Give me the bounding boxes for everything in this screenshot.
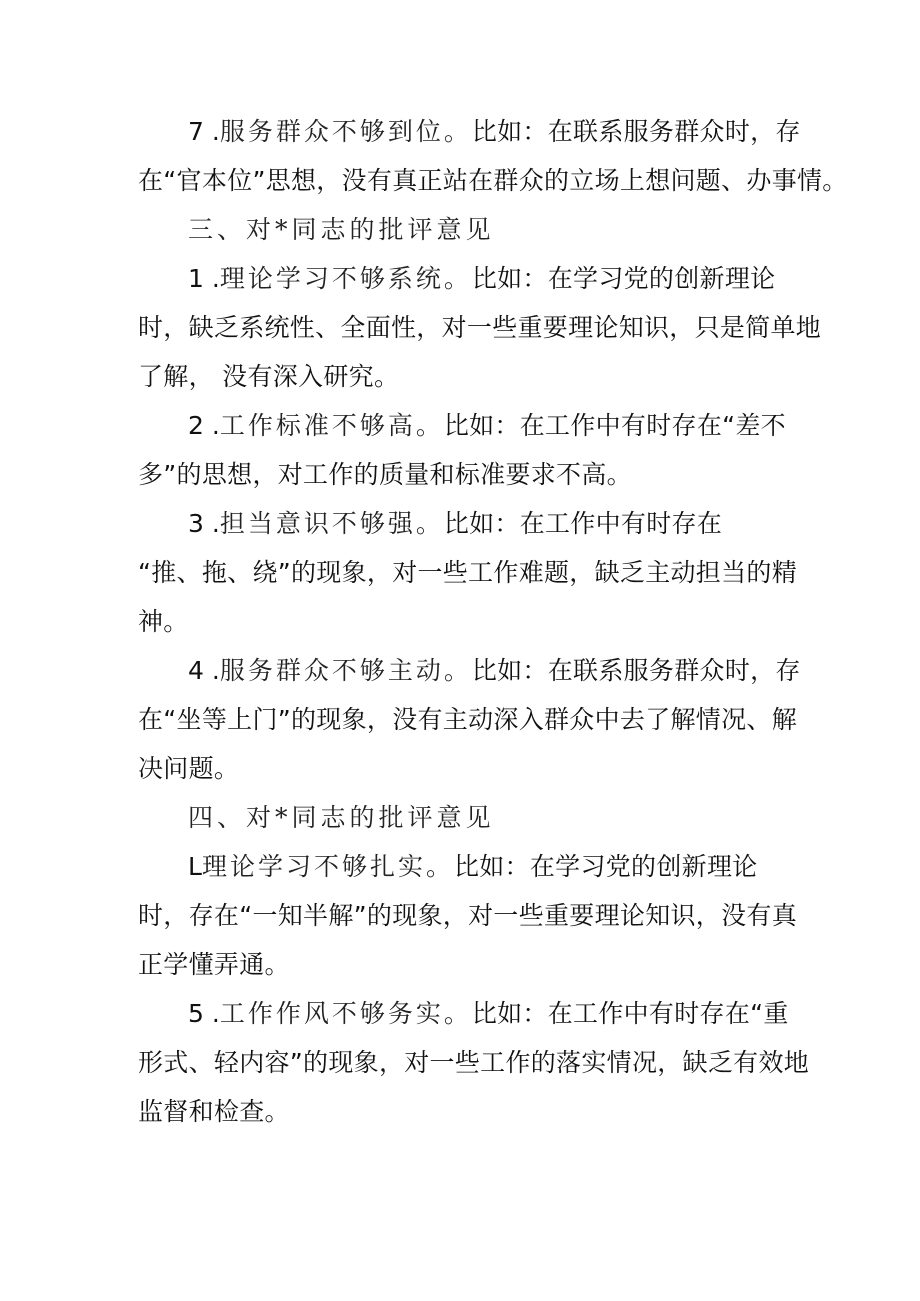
item-text-line: 决问题。 [138,754,240,783]
item-l-first-line [188,850,758,885]
item-number: 4 . [188,656,220,685]
item-title: 理论学习不够扎实。 [201,852,454,881]
item-text: 比如：在学习党的创新理论 [471,264,776,293]
item-text-line: 时，存在“一知半解”的现象，对一些重要理论知识，没有真 [138,901,798,930]
item-text-line: 在“坐等上门”的现象，没有主动深入群众中去了解情况、解 [138,705,798,734]
item-number: 7 . [188,117,220,146]
item-text-line: 了解， 没有深入研究。 [138,362,400,391]
item-number: L [188,852,202,881]
item-text-line: 在“官本位”思想，没有真正站在群众的立场上想问题、办事情。 [138,166,848,195]
item-text: 比如：在工作中有时存在 [443,509,723,538]
item-number: 1 . [188,264,220,293]
item-text: 比如：在工作中有时存在“重 [471,999,789,1028]
item-text: 比如：在工作中有时存在“差不 [443,411,786,440]
item-title: 服务群众不够主动。 [219,656,472,685]
item-title: 担当意识不够强。 [219,509,444,538]
section-heading: 四、对*同志的批评意见 [188,803,495,832]
item-text: 比如：在联系服务群众时，存 [471,117,801,146]
item-4-first-line [188,654,801,689]
item-5-first-line [188,997,789,1032]
item-title: 服务群众不够到位。 [219,117,472,146]
item-number: 5 . [188,999,220,1028]
item-title: 工作标准不够高。 [219,411,444,440]
item-text-line: 多”的思想，对工作的质量和标准要求不高。 [138,460,632,489]
item-3-first-line [188,507,722,542]
item-text-line: “推、拖、绕”的现象，对一些工作难题，缺乏主动担当的精 [138,558,798,587]
item-text: 比如：在学习党的创新理论 [453,852,758,881]
item-title: 工作作风不够务实。 [219,999,472,1028]
item-number: 3 . [188,509,220,538]
item-title: 理论学习不够系统。 [219,264,472,293]
item-2-first-line [188,409,786,444]
item-text-line: 神。 [138,607,189,636]
item-1-first-line [188,262,775,297]
item-text-line: 正学懂弄通。 [138,950,290,979]
item-text-line: 时，缺乏系统性、全面性，对一些重要理论知识，只是简单地 [138,313,822,342]
item-text-line: 形式、轻内容”的现象，对一些工作的落实情况，缺乏有效地 [138,1048,810,1077]
item-7-first-line [188,115,801,150]
item-text: 比如：在联系服务群众时，存 [471,656,801,685]
section-heading: 三、对*同志的批评意见 [188,215,495,244]
item-number: 2 . [188,411,220,440]
item-text-line: 监督和检查。 [138,1097,290,1126]
